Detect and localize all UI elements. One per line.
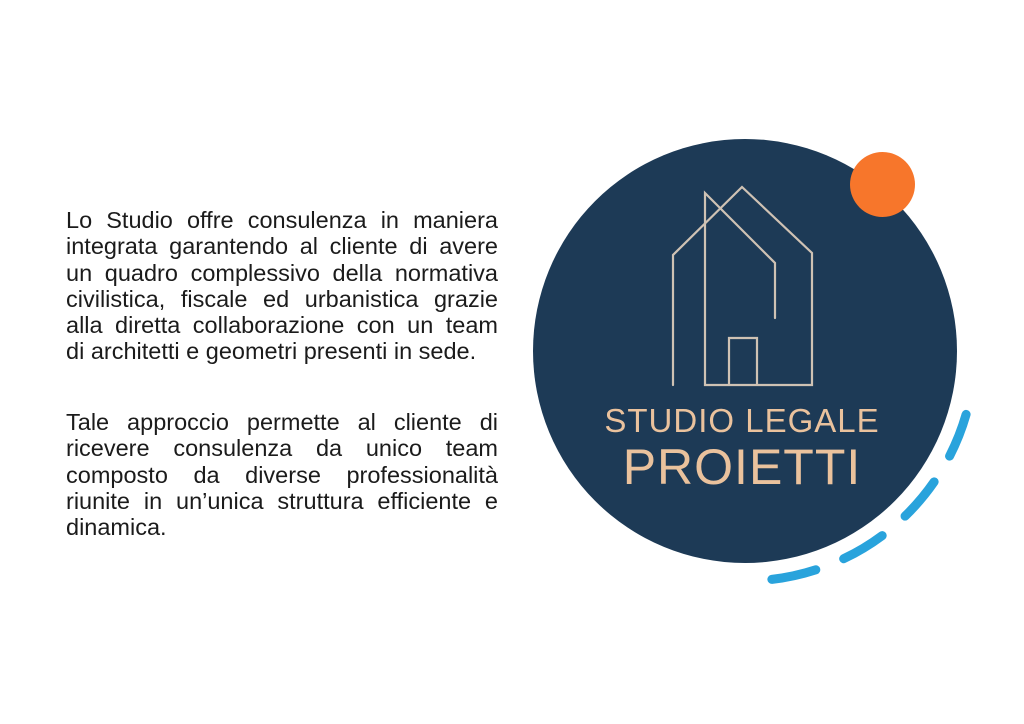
intro-paragraph-1-line: di architetti e geometri presenti in sede. <box>66 338 477 365</box>
intro-paragraph-2-line: composto da diverse professionalità <box>66 461 498 488</box>
intro-paragraph-1-line: civilistica, fiscale ed urbanistica grazie <box>66 285 498 312</box>
intro-paragraph-1-line: integrata garantendo al cliente di avere <box>66 233 498 260</box>
intro-paragraph-2-line: ricevere consulenza da unico team <box>66 435 498 462</box>
intro-paragraph-1-line: alla diretta collaborazione con un team <box>66 312 498 339</box>
intro-paragraph-1-line: un quadro complessivo della normativa <box>66 259 498 286</box>
logo-wordmark-line1: STUDIO LEGALE <box>604 402 880 439</box>
intro-paragraph-2-line: riunite in un’unica struttura efficiente e <box>66 487 498 514</box>
intro-paragraph-2 <box>66 409 498 540</box>
intro-paragraph-1-line: Lo Studio offre consulenza in maniera <box>66 207 498 233</box>
intro-paragraph-1 <box>66 207 498 365</box>
logo-wordmark-line2: PROIETTI <box>622 439 862 495</box>
intro-paragraph-2-line: Tale approccio permette al cliente di <box>66 409 498 435</box>
intro-paragraph-2-line: dinamica. <box>66 514 167 541</box>
accent-dot <box>850 152 915 217</box>
